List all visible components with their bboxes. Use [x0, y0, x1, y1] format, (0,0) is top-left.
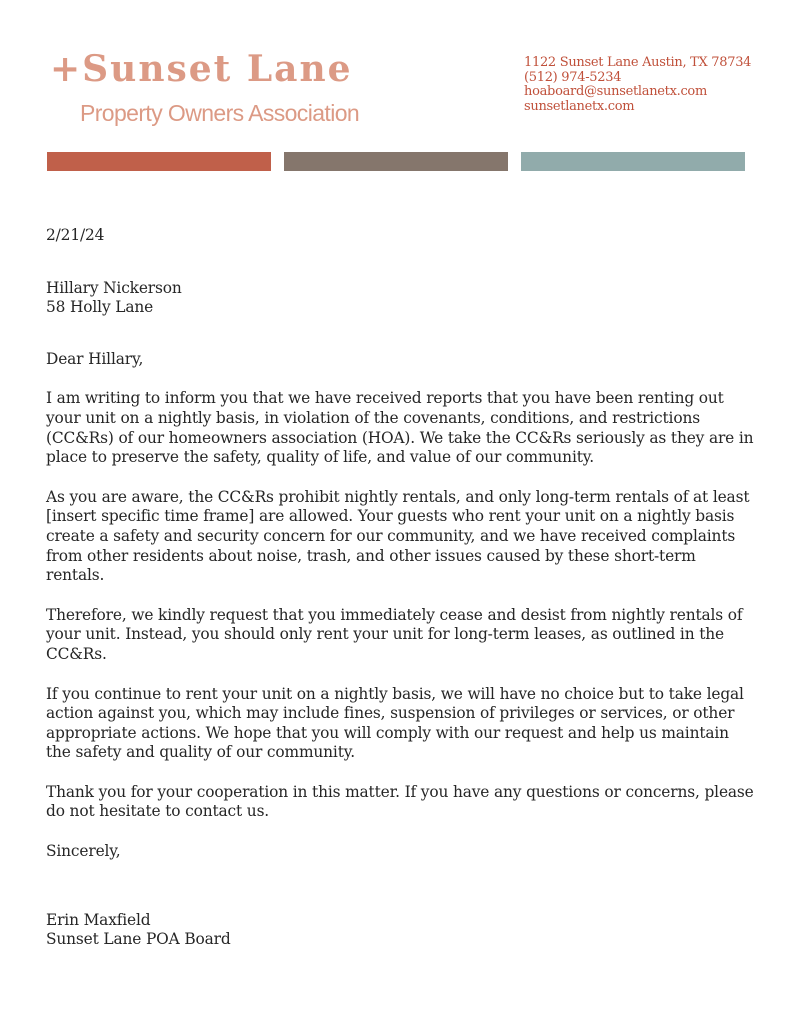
decorative-color-bars [47, 152, 745, 171]
paragraph: I am writing to inform you that we have received reports that you have been renting out your unit on a nightly basis, in violation of the covenants, conditions, and restrictions (CC&Rs) of our homeowners association (HOA). We take the CC&Rs seriously as they are in place to preserve the safety, quality of life, and value of our community. [46, 389, 754, 467]
recipient-block [46, 279, 756, 318]
signer-title: Sunset Lane POA Board [46, 930, 231, 949]
contact-block [524, 56, 751, 114]
paragraph: Thank you for your cooperation in this matter. If you have any questions or concerns, please do not hesitate to contact us. [46, 782, 754, 821]
contact-address: 1122 Sunset Lane Austin, TX 78734 [524, 55, 752, 70]
color-bar-taupe [284, 152, 508, 171]
contact-website[interactable]: sunsetlanetx.com [524, 98, 635, 114]
letter-date: 2/21/24 [46, 226, 105, 244]
paragraph: Therefore, we kindly request that you immediately cease and desist from nightly rentals of your unit. Instead, you should only rent your unit for long-term leases, as outlined in the CC&Rs. [46, 605, 743, 663]
paragraph: As you are aware, the CC&Rs prohibit nightly rentals, and only long-term rentals of at least [insert specific time frame] are allowed. Your guests who rent your unit on a nightly basis create a safety and security concern for our community, and we have received complaints from other residents about noise, trash, and other issues caused by these short-term rentals. [46, 487, 750, 585]
signer-name: Erin Maxfield [46, 910, 151, 929]
salutation: Dear Hillary, [46, 349, 144, 368]
closing: Sincerely, [46, 842, 121, 861]
recipient-name: Hillary Nickerson [46, 278, 182, 297]
letter-body [46, 226, 756, 950]
color-bar-rust [47, 152, 271, 171]
color-bar-teal [521, 152, 745, 171]
org-name: +Sunset Lane [50, 48, 353, 90]
contact-email[interactable]: hoaboard@sunsetlanetx.com [524, 84, 707, 99]
org-subtitle: Property Owners Association [80, 100, 360, 126]
contact-phone: (512) 974-5234 [524, 69, 622, 85]
signature-block [46, 911, 756, 950]
recipient-address: 58 Holly Lane [46, 298, 154, 317]
paragraph: If you continue to rent your unit on a nightly basis, we will have no choice but to take legal action against you, which may include fines, suspension of privileges or services, or other appropriate actions. We hope that you will comply with our request and help us maintain the safety and quality of our community. [46, 684, 744, 762]
